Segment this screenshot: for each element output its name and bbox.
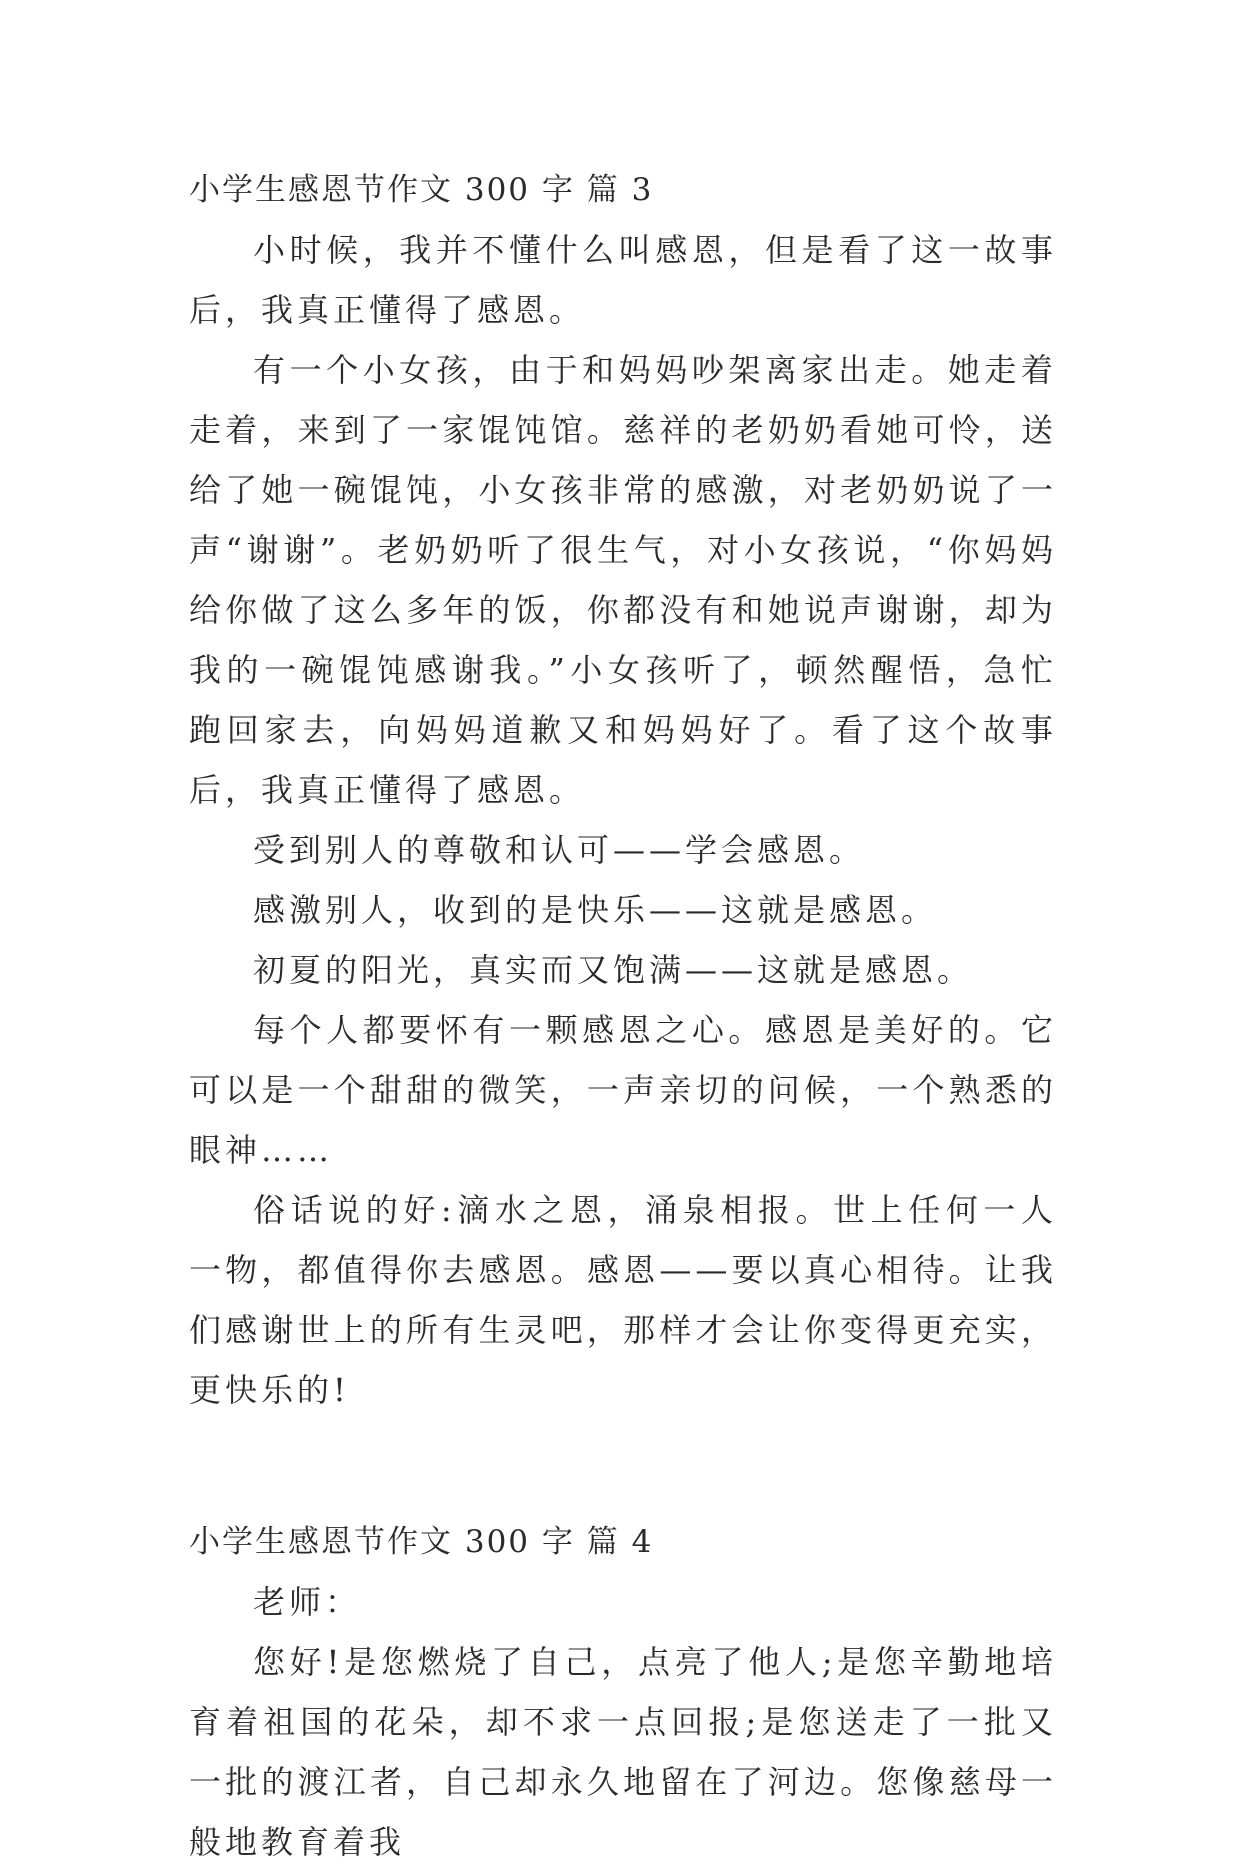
section-divider-space <box>189 1420 1057 1512</box>
section-3-paragraph-6: 每个人都要怀有一颗感恩之心。感恩是美好的。它可以是一个甜甜的微笑，一声亲切的问候，一个熟悉的眼神…… <box>189 1011 1057 1169</box>
section-3-paragraph-5: 初夏的阳光，真实而又饱满——这就是感恩。 <box>253 951 974 989</box>
document-body <box>189 160 1057 1872</box>
section-4-title: 小学生感恩节作文 300 字 篇 4 <box>189 1524 654 1560</box>
section-4-salutation: 老师： <box>253 1583 362 1621</box>
section-4-paragraph-1: 您好!是您燃烧了自己，点亮了他人;是您辛勤地培育着祖国的花朵，却不求一点回报;是您送走了一批又一批的渡江者，自己却永久地留在了河边。您像慈母一般地教育着我 <box>189 1643 1057 1861</box>
section-3-paragraph-2: 有一个小女孩，由于和妈妈吵架离家出走。她走着走着，来到了一家馄饨馆。慈祥的老奶奶看她可怜，送给了她一碗馄饨，小女孩非常的感激，对老奶奶说了一声“谢谢”。老奶奶听了很生气，对小女孩说，“你妈妈给你做了这么多年的饭，你都没有和她说声谢谢，却为我的一碗馄饨感谢我。”小女孩听了，顿然醒悟，急忙跑回家去，向妈妈道歉又和妈妈好了。看了这个故事后，我真正懂得了感恩。 <box>189 351 1057 809</box>
section-3-paragraph-7: 俗话说的好:滴水之恩，涌泉相报。世上任何一人一物，都值得你去感恩。感恩——要以真心相待。让我们感谢世上的所有生灵吧，那样才会让你变得更充实，更快乐的! <box>189 1191 1057 1409</box>
section-3-title: 小学生感恩节作文 300 字 篇 3 <box>189 172 654 208</box>
section-3-paragraph-1: 小时候，我并不懂什么叫感恩，但是看了这一故事后，我真正懂得了感恩。 <box>189 231 1057 329</box>
section-3-paragraph-3: 受到别人的尊敬和认可——学会感恩。 <box>253 831 866 869</box>
section-3-paragraph-4: 感激别人，收到的是快乐——这就是感恩。 <box>253 891 938 929</box>
